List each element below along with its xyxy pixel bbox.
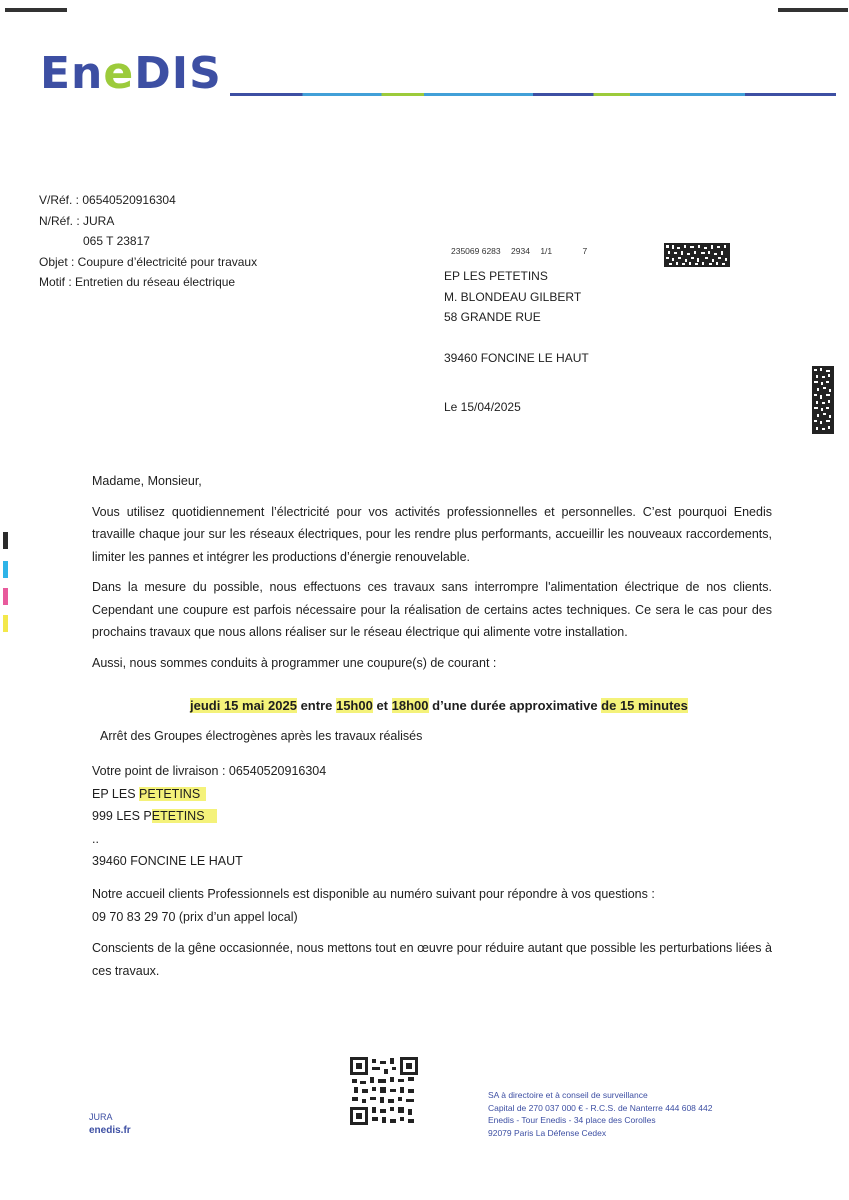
outage-text: entre	[296, 698, 336, 713]
legal-line: SA à directoire et à conseil de surveillance	[488, 1090, 648, 1100]
tracking-code: 7	[582, 246, 588, 256]
nref-code: 065 T 23817	[83, 234, 150, 248]
recipient-address	[444, 266, 589, 369]
letter-body	[92, 470, 772, 674]
datamatrix-code-top	[664, 243, 730, 267]
closing-paragraph: Conscients de la gêne occasionnée, nous mettons tout en œuvre pour réduire autant que possible les perturbations liées à ces travaux.	[92, 941, 772, 978]
outage-schedule	[190, 698, 688, 713]
reason: Motif : Entretien du réseau électrique	[39, 275, 236, 289]
reference-block	[39, 190, 257, 293]
nref: N/Réf. : JURA	[39, 213, 115, 228]
recipient-line: 58 GRANDE RUE	[444, 310, 541, 324]
footer-legal	[488, 1089, 712, 1139]
delivery-point	[92, 760, 326, 873]
delivery-text-highlight: ETETINS	[152, 809, 217, 823]
recipient-line: M. BLONDEAU GILBERT	[444, 289, 582, 304]
letter-date: Le 15/04/2025	[444, 400, 521, 414]
tracking-code: 1/1	[540, 246, 553, 256]
scan-mark-top-left	[5, 8, 67, 12]
contact-phone: 09 70 83 29 70 (prix d’un appel local)	[92, 909, 298, 924]
outage-start: 15h00	[335, 698, 373, 713]
color-mark-cyan	[3, 561, 8, 578]
outage-end: 18h00	[391, 698, 429, 713]
delivery-line	[92, 783, 326, 806]
delivery-line	[92, 805, 326, 828]
outage-text: d’une durée approximative	[428, 698, 602, 713]
enedis-logo: EneDIS	[40, 48, 222, 99]
generator-note: Arrêt des Groupes électrogènes après les travaux réalisés	[100, 729, 423, 743]
qr-code	[350, 1057, 418, 1125]
paragraph: Vous utilisez quotidiennement l’électricité pour vos activités professionnelles et personnelles. C’est pourquoi Enedis travaille chaque jour sur les réseaux électriques, pour les rendre plus performants, accueillir les nouveaux raccordements, limiter les pannes et intégrer les productions d’énergie renouvelable.	[92, 504, 772, 564]
color-mark-yellow	[3, 615, 8, 632]
recipient-line: 39460 FONCINE LE HAUT	[444, 351, 589, 365]
logo-divider	[230, 93, 836, 96]
recipient-line: EP LES PETETINS	[444, 269, 548, 283]
contact-text: Notre accueil clients Professionnels est disponible au numéro suivant pour répondre à vos questions :	[92, 887, 655, 901]
tracking-code: 235069 6283	[451, 246, 501, 256]
contact-block	[92, 883, 772, 928]
tracking-code: 2934	[511, 246, 530, 256]
greeting: Madame, Monsieur,	[92, 474, 202, 488]
tracking-codes	[451, 246, 595, 256]
delivery-text: EP LES	[92, 786, 140, 801]
footer-left	[89, 1110, 131, 1138]
outage-text: et	[372, 698, 392, 713]
paragraph: Aussi, nous sommes conduits à programmer une coupure(s) de courant :	[92, 655, 497, 670]
color-mark-magenta	[3, 588, 8, 605]
legal-line: 92079 Paris La Défense Cedex	[488, 1127, 607, 1138]
legal-line: Enedis - Tour Enedis - 34 place des Corolles	[488, 1115, 656, 1125]
paragraph: Dans la mesure du possible, nous effectuons ces travaux sans interrompre l'alimentation électrique de nos clients. Cependant une coupure est parfois nécessaire pour la réalisation de certains actes techniques. Ce sera le cas pour des prochains travaux que nous allons réaliser sur le réseau électrique qui alimente votre installation.	[92, 580, 772, 639]
footer-region: JURA	[89, 1112, 113, 1122]
legal-line: Capital de 270 037 000 € - R.C.S. de Nanterre 444 608 442	[488, 1102, 713, 1113]
delivery-line: ..	[92, 831, 99, 846]
outage-date: jeudi 15 mai 2025	[190, 698, 297, 713]
datamatrix-code-side	[812, 366, 834, 434]
delivery-line: 39460 FONCINE LE HAUT	[92, 854, 243, 868]
vref: V/Réf. : 06540520916304	[39, 193, 176, 207]
outage-duration: de 15 minutes	[601, 698, 688, 713]
delivery-text-highlight: PETETINS	[139, 787, 206, 801]
subject: Objet : Coupure d’électricité pour travaux	[39, 254, 258, 269]
scan-mark-top-right	[778, 8, 848, 12]
color-mark-black	[3, 532, 8, 549]
footer-website-link[interactable]: enedis.fr	[89, 1125, 131, 1136]
delivery-label: Votre point de livraison : 06540520916304	[92, 764, 327, 778]
delivery-text: 999 LES P	[92, 809, 152, 823]
